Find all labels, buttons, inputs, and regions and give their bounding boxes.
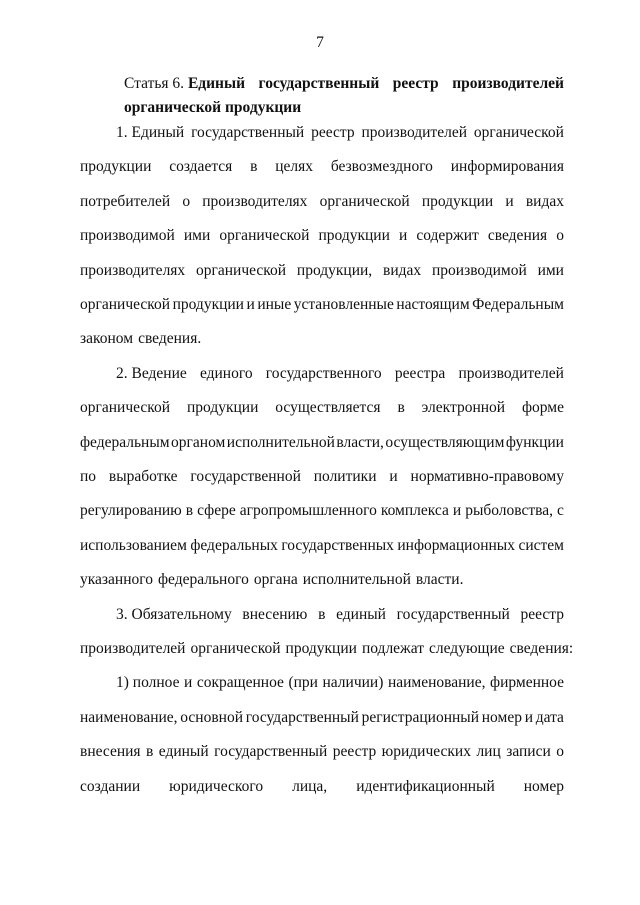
word: в — [250, 158, 258, 176]
word: безвозмездного — [330, 158, 433, 176]
word: наличии) — [322, 674, 384, 692]
word: сведения: — [509, 640, 574, 657]
word: сведения — [487, 227, 548, 245]
word: государственного — [265, 364, 382, 382]
text-line — [80, 778, 564, 800]
article-title-word-3: производителей — [452, 75, 564, 92]
word: продукции, — [296, 261, 373, 279]
word: сфере — [197, 502, 236, 520]
word: и — [398, 227, 408, 245]
text-line — [80, 571, 564, 593]
word: и — [505, 192, 514, 210]
word: создается — [169, 158, 233, 176]
article-heading — [124, 72, 564, 120]
word: продукции — [80, 158, 152, 176]
text-line — [116, 606, 564, 628]
article-title-word-1: государственный — [258, 75, 380, 92]
word: органа — [253, 571, 298, 589]
word: основной — [180, 708, 244, 726]
word: исполнительной — [226, 433, 335, 451]
word: 3. Обязательному — [116, 605, 232, 623]
page-number: 7 — [316, 34, 324, 51]
text-line — [80, 743, 564, 765]
word: номер — [481, 708, 522, 726]
word: и — [524, 708, 533, 726]
word: нормативно-правовому — [410, 468, 564, 485]
word: реестр — [332, 743, 377, 761]
word: реестра — [394, 364, 446, 382]
word: осуществляется — [275, 399, 381, 417]
word: органической — [319, 192, 410, 210]
word: подлежат — [361, 640, 425, 657]
word: власти, — [336, 433, 384, 451]
word: продукции — [285, 640, 357, 657]
text-line — [80, 330, 564, 352]
word: единый — [336, 605, 386, 623]
word: Федеральным — [472, 296, 564, 313]
word: государственный — [245, 708, 359, 726]
text-line — [80, 296, 564, 318]
word: указанного — [80, 571, 153, 589]
word: политики — [313, 468, 377, 485]
word: и — [246, 296, 255, 313]
text-line — [116, 674, 564, 696]
word: дата — [535, 708, 564, 726]
word: регулированию — [80, 502, 182, 520]
word: видах — [525, 192, 564, 210]
word: выработке — [108, 468, 178, 485]
word: продукции — [172, 296, 244, 313]
word: в — [185, 502, 194, 520]
word: о — [182, 192, 191, 210]
word: установленные — [293, 296, 394, 313]
word: сведения. — [138, 330, 202, 348]
word: создании — [80, 777, 141, 795]
word: реестр — [520, 605, 564, 623]
word: органической — [80, 296, 171, 313]
word: производителей — [458, 364, 564, 382]
word: и — [452, 502, 462, 520]
text-line — [116, 124, 564, 146]
word: рыболовства, — [465, 502, 554, 520]
word: лиц — [476, 743, 501, 761]
word: государственный — [191, 124, 305, 141]
word: о — [556, 227, 564, 245]
word: использованием — [80, 536, 187, 554]
article-heading-line-1 — [124, 72, 564, 96]
word: видах — [383, 261, 422, 279]
word: целях — [275, 158, 314, 176]
text-line — [80, 262, 564, 284]
word: по — [80, 468, 97, 485]
word: о — [556, 743, 564, 761]
word: продукции — [421, 192, 494, 210]
word: федерального — [158, 571, 249, 589]
word: продукции — [186, 399, 259, 417]
word: осуществляющим — [385, 433, 505, 451]
word: законом — [80, 330, 134, 348]
text-line — [116, 365, 564, 387]
word: производителей — [361, 124, 467, 141]
word: фирменное — [490, 674, 564, 692]
word: ими — [183, 227, 211, 245]
word: и — [184, 674, 193, 692]
word: электронной — [421, 399, 506, 417]
word: 1) полное — [116, 674, 180, 692]
word: настоящим — [396, 296, 470, 313]
word: лица, — [292, 777, 328, 795]
word: в — [146, 743, 154, 761]
article-label: Статья 6. — [124, 75, 185, 92]
word: государственной — [190, 468, 301, 485]
word: органической — [473, 124, 564, 141]
text-line — [80, 399, 564, 421]
word: с — [557, 502, 564, 520]
text-line — [80, 709, 564, 731]
word: внесению — [242, 605, 308, 623]
word: 2. Ведение — [116, 364, 187, 382]
word: производимой — [80, 227, 175, 245]
text-line — [80, 193, 564, 215]
word: ими — [537, 261, 564, 279]
word: власти. — [415, 571, 464, 589]
text-line — [80, 434, 564, 456]
word: наименование, — [80, 708, 178, 726]
word: федеральным — [80, 433, 170, 451]
word: юридических — [381, 743, 471, 761]
word: юридического — [169, 777, 264, 795]
text-line — [80, 502, 564, 524]
word: органической — [80, 399, 171, 417]
word: производителей — [80, 640, 186, 657]
word: в — [397, 399, 405, 417]
word: идентификационный — [356, 777, 495, 795]
word: органом — [171, 433, 226, 451]
text-line — [80, 158, 564, 180]
word: федеральных — [190, 536, 278, 554]
article-heading-line-2: органической продукции — [124, 99, 302, 116]
text-line — [80, 640, 574, 662]
word: функции — [505, 433, 564, 451]
word: продукции — [318, 227, 390, 245]
word: производителях — [80, 261, 186, 279]
text-line — [80, 227, 564, 249]
word: систем — [518, 536, 564, 554]
article-title-word — [124, 72, 245, 96]
word: регистрационный — [361, 708, 480, 726]
word: наименование, — [387, 674, 486, 692]
article-title-word-2: реестр — [392, 75, 439, 92]
text-line — [80, 468, 564, 490]
word: реестр — [311, 124, 355, 141]
word: государственных — [281, 536, 394, 554]
word: государственный — [214, 743, 328, 761]
word: органической — [190, 640, 281, 657]
word: содержит — [416, 227, 479, 245]
word: производимой — [431, 261, 527, 279]
word: единый — [158, 743, 209, 761]
word: в — [318, 605, 326, 623]
word: иные — [257, 296, 292, 313]
word: органической — [196, 261, 287, 279]
word: единого — [199, 364, 253, 382]
word: комплекса — [380, 502, 449, 520]
word: и — [389, 468, 398, 485]
word: информационных — [397, 536, 515, 554]
word: агропромышленного — [239, 502, 377, 520]
word: потребителей — [80, 192, 171, 210]
word: государственный — [396, 605, 510, 623]
word: номер — [523, 777, 564, 795]
word: следующие — [429, 640, 505, 657]
word: информирования — [450, 158, 564, 176]
text-line — [80, 537, 564, 559]
word: 1. Единый — [116, 124, 185, 141]
article-title-word-0: Единый — [187, 75, 246, 92]
word: производителях — [202, 192, 308, 210]
word: (при — [288, 674, 318, 692]
word: форме — [522, 399, 564, 417]
word: исполнительной — [302, 571, 411, 589]
word: записи — [506, 743, 551, 761]
word: сокращенное — [196, 674, 284, 692]
word: внесения — [80, 743, 141, 761]
word: органической — [219, 227, 310, 245]
